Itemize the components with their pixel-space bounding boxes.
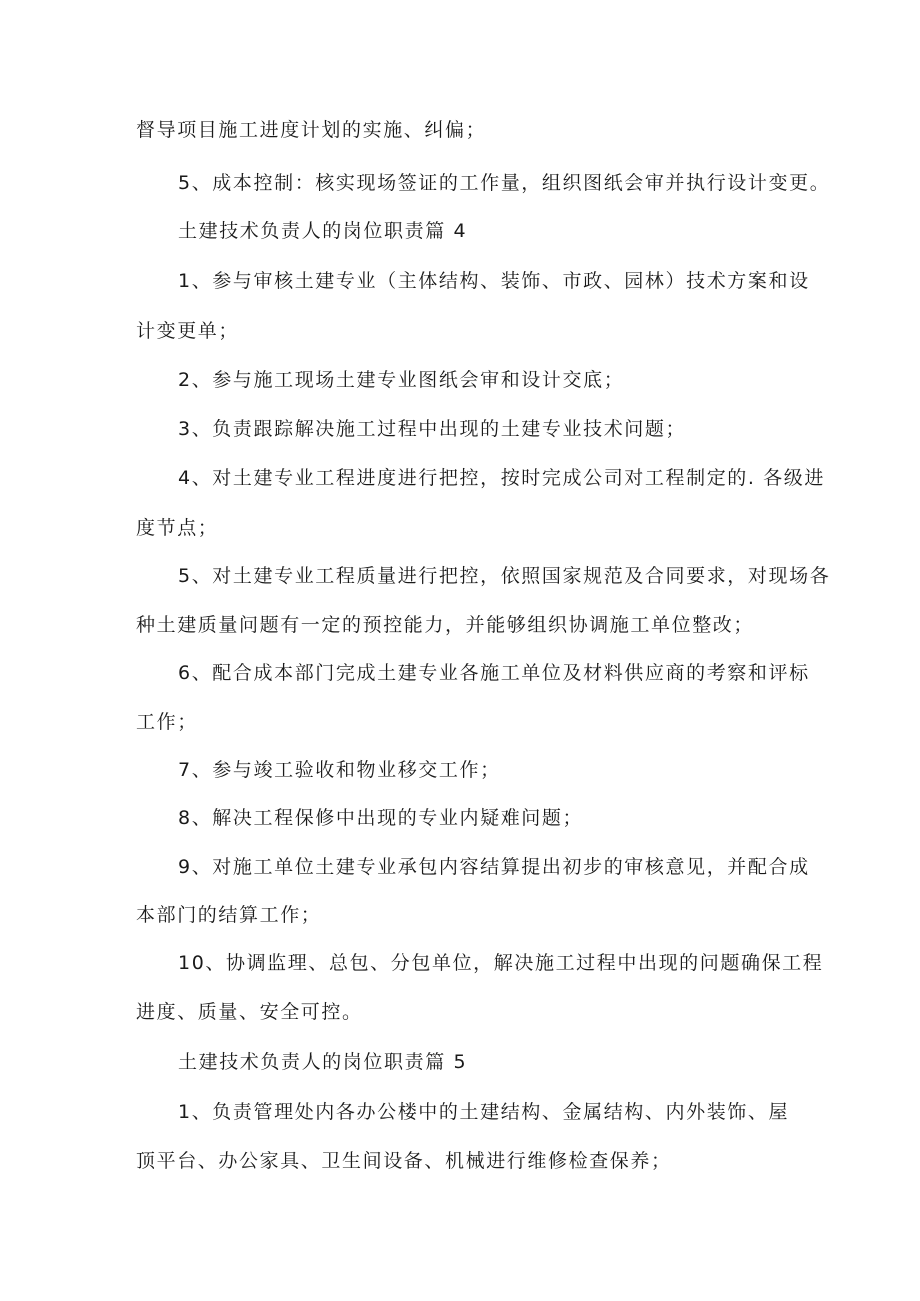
paragraph-line: 督导项目施工进度计划的实施、纠偏； [136,119,487,141]
list-item-line: 4、对土建专业工程进度进行把控，按时完成公司对工程制定的. 各级进 [178,467,825,489]
list-item-line: 2、参与施工现场土建专业图纸会审和设计交底； [178,369,625,391]
list-item-line: 10、协调监理、总包、分包单位，解决施工过程中出现的问题确保工程 [178,952,824,974]
list-item-line: 1、参与审核土建专业（主体结构、装饰、市政、园林）技术方案和设 [178,270,810,292]
section-heading: 土建技术负责人的岗位职责篇 5 [178,1051,468,1073]
list-item-line: 6、配合成本部门完成土建专业各施工单位及材料供应商的考察和评标 [178,662,810,684]
list-item-line: 1、负责管理处内各办公楼中的土建结构、金属结构、内外装饰、屋 [178,1101,790,1123]
list-item-line: 本部门的结算工作； [136,904,322,926]
list-item-line: 计变更单； [136,320,240,342]
list-item-line: 工作； [136,711,198,733]
list-item-line: 5、对土建专业工程质量进行把控，依照国家规范及合同要求，对现场各 [178,565,831,587]
list-item-line: 进度、质量、安全可控。 [136,1001,363,1023]
list-item-line: 度节点； [136,517,219,539]
list-item-line: 8、解决工程保修中出现的专业内疑难问题； [178,807,584,829]
paragraph-line: 5、成本控制：核实现场签证的工作量，组织图纸会审并执行设计变更。 [178,172,831,194]
list-item-line: 9、对施工单位土建专业承包内容结算提出初步的审核意见，并配合成 [178,856,810,878]
list-item-line: 种土建质量问题有一定的预控能力，并能够组织协调施工单位整改； [136,614,755,636]
section-heading: 土建技术负责人的岗位职责篇 4 [178,220,468,242]
list-item-line: 顶平台、办公家具、卫生间设备、机械进行维修检查保养； [136,1150,672,1172]
list-item-line: 7、参与竣工验收和物业移交工作； [178,759,501,781]
list-item-line: 3、负责跟踪解决施工过程中出现的土建专业技术问题； [178,418,687,440]
